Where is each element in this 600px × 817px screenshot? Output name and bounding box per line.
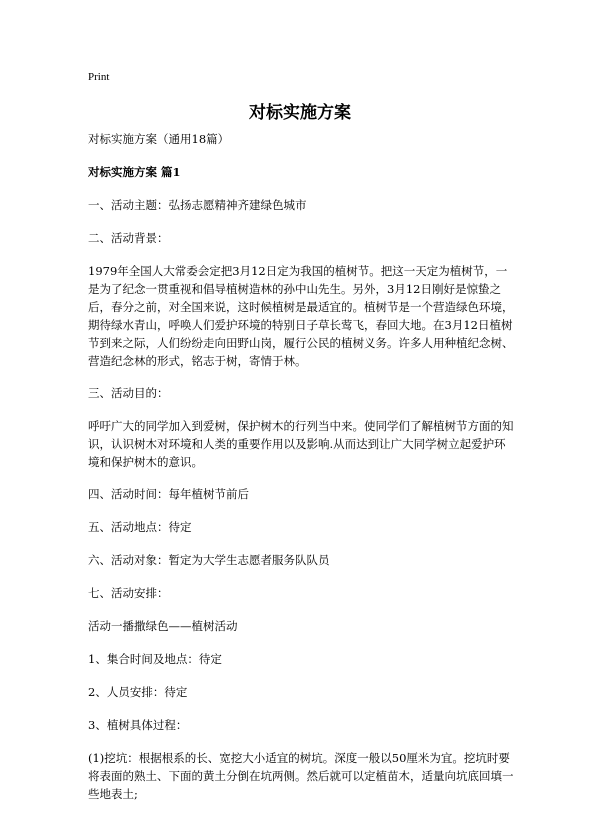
paragraph-process-label: 3、植树具体过程： [88, 718, 188, 732]
paragraph-theme: 一、活动主题：弘扬志愿精神齐建绿色城市 [88, 198, 307, 212]
paragraph-location: 五、活动地点：待定 [88, 520, 192, 534]
paragraph-audience: 六、活动对象：暂定为大学生志愿者服务队队员 [88, 553, 330, 567]
paragraph-purpose-label: 三、活动目的： [88, 386, 169, 400]
paragraph-time: 四、活动时间：每年植树节前后 [88, 487, 249, 501]
section-heading: 对标实施方案 篇1 [88, 165, 181, 179]
document-subtitle: 对标实施方案（通用18篇） [88, 132, 230, 146]
paragraph-purpose-text: 呼吁广大的同学加入到爱树，保护树木的行列当中来。使同学们了解植树节方面的知识，认识树木对环境和人类的重要作用以及影响.从而达到让广大同学树立起爱护环境和保护树木的意识。 [88, 419, 514, 469]
paragraph-assembly: 1、集合时间及地点：待定 [88, 652, 222, 666]
print-label[interactable]: Print [88, 71, 110, 83]
document-title: 对标实施方案 [249, 103, 351, 123]
paragraph-activity-one: 活动一播撒绿色——植树活动 [88, 619, 238, 633]
document-body [88, 130, 516, 817]
paragraph-arrangement-label: 七、活动安排： [88, 586, 169, 600]
paragraph-background-label: 二、活动背景： [88, 231, 169, 245]
paragraph-dig-pit: (1)挖坑：根据根系的长、宽挖大小适宜的树坑。深度一般以50厘米为宜。挖坑时要将表面的熟土、下面的黄土分倒在坑两侧。然后就可以定植苗木，适量向坑底回填一些地表土; [88, 751, 514, 801]
paragraph-background-text: 1979年全国人大常委会定把3月12日定为我国的植树节。把这一天定为植树节，一是为了纪念一贯重视和倡导植树造林的孙中山先生。另外，3月12日刚好是惊蛰之后，春分之前，对全国来说，这时候植树是最适宜的。植树节是一个营造绿色环境，期待绿水青山，呼唤人们爱护环境的特别日子草长莺飞，春回大地。在3月12日植树节到来之际，人们纷纷走向田野山岗，履行公民的植树义务。许多人用种植纪念树、营造纪念林的形式，铭志于树，寄情于林。 [88, 264, 514, 368]
paragraph-staffing: 2、人员安排：待定 [88, 685, 188, 699]
